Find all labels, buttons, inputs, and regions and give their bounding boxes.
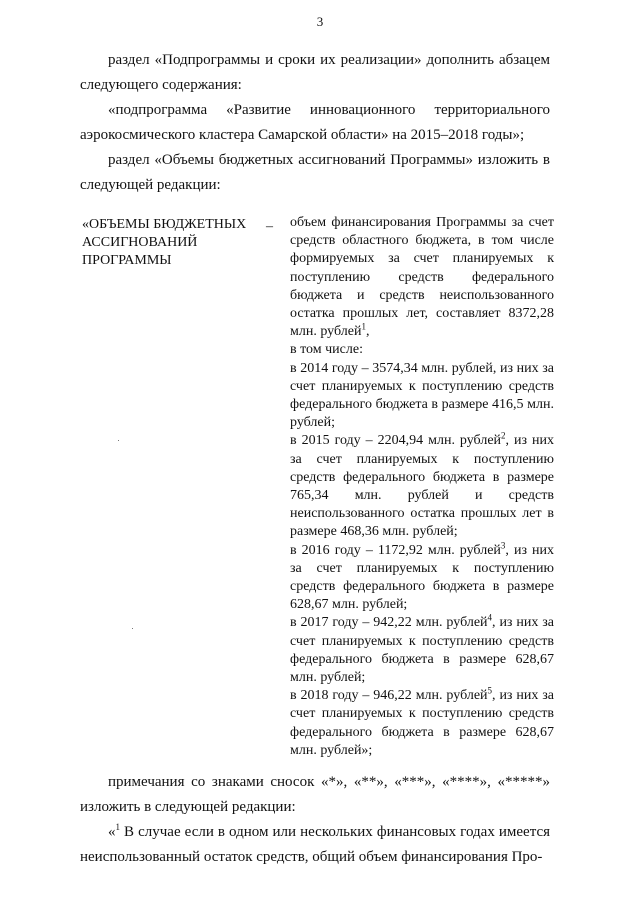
paragraph-subprogram-title: «подпрограмма «Развитие инновационного территориального аэрокосмического кластера Самарской области» на 2015–2018 годы»; <box>80 102 550 143</box>
footnote-mark: 3 <box>500 540 506 550</box>
year-2017-entry <box>290 614 554 687</box>
footnote-mark: 1 <box>115 822 120 832</box>
paragraph-notes: примечания со знаками сносок «*», «**», «***», «****», «*****» изложить в следующей редакции: <box>80 774 550 815</box>
footnote-quote: « <box>108 824 116 840</box>
budget-heading-line: АССИГНОВАНИЙ <box>82 235 198 250</box>
in-that-label: в том числе: <box>290 342 363 358</box>
scan-speck <box>118 440 119 441</box>
year-2015-rest: , из них за счет планируемых к поступлению средств федерального бюджета в размере 765,34 млн. рублей и средств неиспользованного остатка прошлых лет в размере 468,36 млн. рублей; <box>290 433 554 540</box>
heading-dash: – <box>266 219 273 234</box>
budget-details <box>290 214 554 760</box>
paragraph-budget-section: раздел «Объемы бюджетных ассигнований Программы» изложить в следующей редакции: <box>80 152 550 193</box>
year-2018-entry <box>290 687 554 760</box>
year-2015-main: в 2015 году – 2204,94 млн. рублей <box>290 433 502 449</box>
budget-intro <box>290 214 554 341</box>
budget-intro-text: объем финансирования Программы за счет средств областного бюджета, в том числе формируемых за счет планируемых к поступлению средств федерального бюджета и средств неиспользованного остатка прошлых лет, составляет 8372,28 млн. рублей <box>290 215 554 340</box>
year-2017-rest: , из них за счет планируемых к поступлению средств федерального бюджета в размере 628,67 млн. рублей; <box>290 615 554 686</box>
footnote-text: В случае если в одном или нескольких финансовых годах имеется неиспользованный остаток средств, общий объем финансирования Про- <box>80 824 550 865</box>
budget-heading <box>82 216 257 270</box>
budget-heading-line: «ОБЪЕМЫ БЮДЖЕТНЫХ <box>82 217 247 232</box>
year-2014-entry: в 2014 году – 3574,34 млн. рублей, из них за счет планируемых к поступлению средств федерального бюджета в размере 416,5 млн. рублей; <box>290 360 554 431</box>
budget-intro-suffix: , <box>365 324 370 340</box>
footnote-mark: 4 <box>487 612 493 623</box>
year-2018-rest: , из них за счет планируемых к поступлению средств федерального бюджета в размере 628,67 млн. рублей»; <box>290 688 554 758</box>
year-2017-main: в 2017 году – 942,22 млн. рублей <box>290 615 488 631</box>
year-2016-entry <box>290 542 554 615</box>
budget-heading-line: ПРОГРАММЫ <box>82 253 172 268</box>
scan-speck <box>132 628 133 629</box>
year-2018-main: в 2018 году – 946,22 млн. рублей <box>290 688 488 704</box>
paragraph-footnote-1 <box>80 820 550 870</box>
page-number: 3 <box>316 14 324 29</box>
footnote-mark: 5 <box>487 685 493 696</box>
year-2016-main: в 2016 году – 1172,92 млн. рублей <box>290 542 501 558</box>
year-2015-entry <box>290 432 554 541</box>
year-2016-rest: , из них за счет планируемых к поступлению средств федерального бюджета в размере 628,67 млн. рублей; <box>290 542 554 613</box>
footnote-mark: 1 <box>361 321 366 332</box>
paragraph-subprograms: раздел «Подпрограммы и сроки их реализации» дополнить абзацем следующего содержания: <box>80 52 550 93</box>
footnote-mark: 2 <box>501 430 506 441</box>
